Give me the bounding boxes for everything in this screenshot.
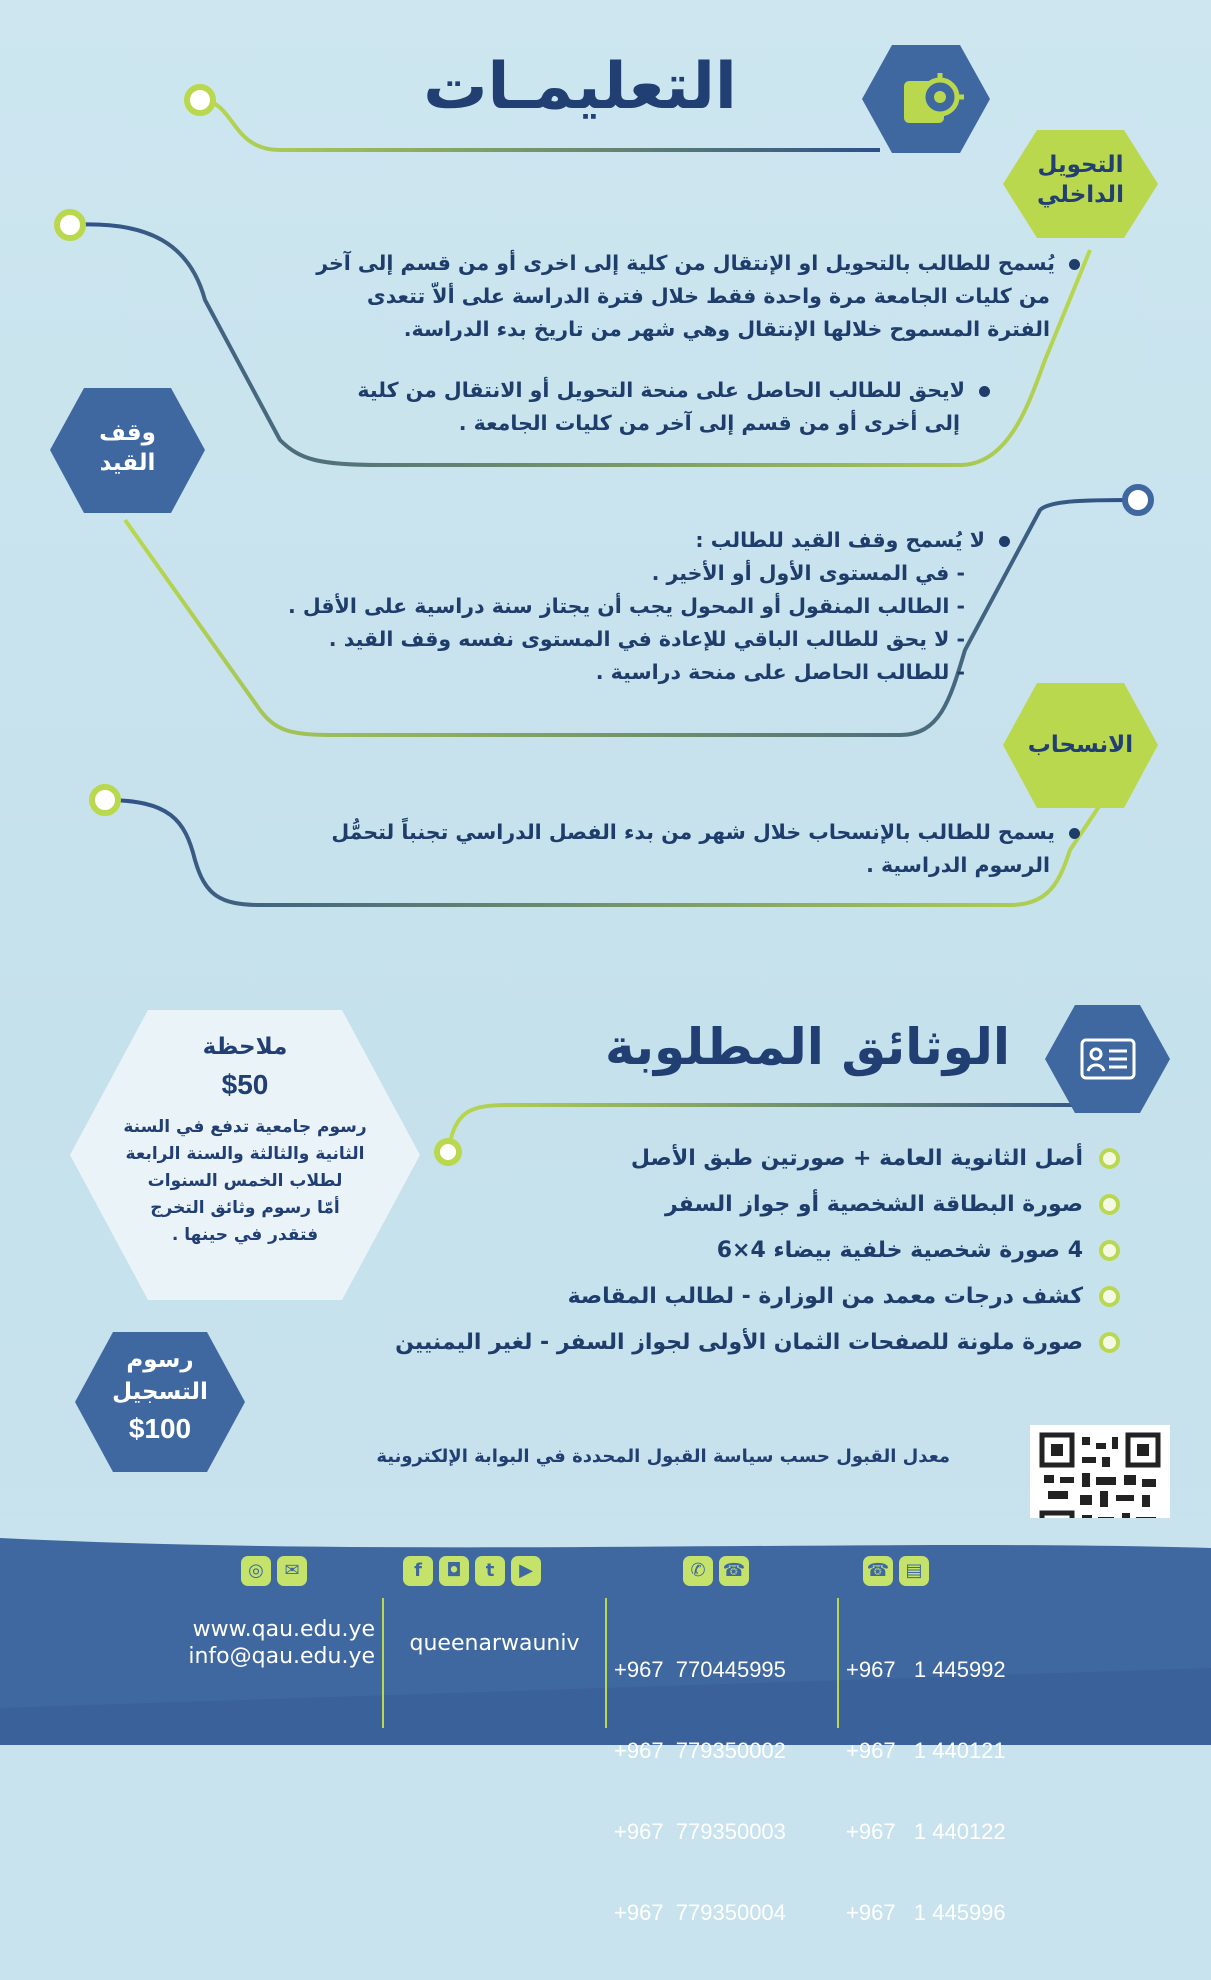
admission-note: معدل القبول حسب سياسة القبول المحددة في البوابة الإلكترونية	[376, 1446, 950, 1467]
note-amount: $50	[221, 1069, 269, 1100]
transfer-bullet-2	[300, 374, 990, 440]
note-line-3: لطلاب الخمس السنوات	[147, 1171, 343, 1191]
document-item: كشف درجات معمد من الوزارة - لطالب المقاصة	[300, 1273, 1120, 1319]
landline-number[interactable]: +967 1 445996	[846, 1900, 1006, 1925]
note-title: ملاحظة	[202, 1034, 288, 1060]
suspension-item-2: - الطالب المنقول أو المحول يجب أن يجتاز سنة دراسية على الأقل .	[287, 594, 965, 618]
transfer-bullet-1-line3: الفترة المسموح خلالها الإنتقال وهي شهر من تاريخ بدء الدراسة.	[403, 317, 1050, 341]
suspension-item-4: - للطالب الحاصل على منحة دراسية .	[595, 660, 965, 684]
document-item: صورة ملونة للصفحات الثمان الأولى لجواز السفر - لغير اليمنيين	[300, 1319, 1120, 1365]
note-line-2: الثانية والثالثة والسنة الرابعة	[125, 1144, 365, 1164]
document-item: صورة البطاقة الشخصية أو جواز السفر	[300, 1181, 1120, 1227]
document-item: أصل الثانوية العامة + صورتين طبق الأصل	[300, 1135, 1120, 1181]
landline-number[interactable]: +967 1 440121	[846, 1738, 1006, 1763]
twitter-icon[interactable]: t	[475, 1556, 505, 1586]
phone-icon: ☎	[863, 1556, 893, 1586]
suspension-item-1: - في المستوى الأول أو الأخير .	[651, 561, 965, 585]
suspension-list	[200, 524, 1010, 689]
mail-icon: ✉	[277, 1556, 307, 1586]
registration-line1: رسوم	[126, 1347, 194, 1373]
documents-list	[300, 1135, 1120, 1365]
suspension-badge	[50, 388, 205, 513]
transfer-bullet-1-line1: يُسمح للطالب بالتحويل او الإنتقال من كلية إلى اخرى أو من قسم إلى آخر	[316, 251, 1055, 275]
mobile-number[interactable]: +967 770445995	[614, 1657, 786, 1682]
registration-fee-badge	[75, 1332, 245, 1472]
facebook-icon[interactable]: f	[403, 1556, 433, 1586]
registration-amount: $100	[128, 1413, 192, 1444]
email-link[interactable]: info@qau.edu.ye	[188, 1644, 375, 1669]
mobile-number[interactable]: +967 779350004	[614, 1900, 786, 1925]
mobile-number[interactable]: +967 779350002	[614, 1738, 786, 1763]
youtube-icon[interactable]: ▶	[511, 1556, 541, 1586]
suspension-intro: لا يُسمح وقف القيد للطالب :	[695, 528, 985, 552]
whatsapp-icon: ✆	[683, 1556, 713, 1586]
landline-numbers	[846, 1602, 1066, 1980]
website-link[interactable]: www.qau.edu.ye	[192, 1617, 375, 1642]
id-card-icon	[1045, 1005, 1170, 1113]
withdrawal-line2: الرسوم الدراسية .	[866, 853, 1050, 877]
globe-icon: ◎	[241, 1556, 271, 1586]
document-item: 4 صورة شخصية خلفية بيضاء 4×6	[300, 1227, 1120, 1273]
transfer-bullet-2-line2: إلى أخرى أو من قسم إلى آخر من كليات الجامعة .	[458, 411, 960, 435]
footer	[0, 1518, 1211, 1925]
instructions-title: التعليمـات	[423, 50, 737, 124]
transfer-badge-line2: الداخلي	[1037, 182, 1124, 208]
gear-icon	[862, 45, 990, 153]
landline-number[interactable]: +967 1 445992	[846, 1657, 1006, 1682]
instagram-icon[interactable]: ◘	[439, 1556, 469, 1586]
landline-number[interactable]: +967 1 440122	[846, 1819, 1006, 1844]
transfer-bullet-1	[200, 247, 1080, 346]
landline-icons	[860, 1556, 932, 1586]
withdrawal-bullet	[230, 816, 1080, 882]
note-line-4: أمّا رسوم وثائق التخرج	[150, 1198, 340, 1218]
withdrawal-line1: يسمح للطالب بالإنسحاب خلال شهر من بدء الفصل الدراسي تجنباً لتحمُّل	[331, 820, 1055, 844]
mobile-number[interactable]: +967 779350003	[614, 1819, 786, 1844]
printer-icon: ▤	[899, 1556, 929, 1586]
transfer-bullet-1-line2: من كليات الجامعة مرة واحدة فقط خلال فترة الدراسة على ألاّ تتعدى	[366, 284, 1050, 308]
suspension-badge-line1: وقف	[99, 420, 156, 446]
suspension-item-3: - لا يحق للطالب الباقي للإعادة في المستوى نفسه وقف القيد .	[328, 627, 965, 651]
note-line-1: رسوم جامعية تدفع في السنة	[123, 1117, 367, 1137]
phone-icon: ☎	[719, 1556, 749, 1586]
mobile-icons	[680, 1556, 752, 1586]
withdrawal-badge-label: الانسحاب	[1027, 732, 1134, 758]
suspension-badge-line2: القيد	[99, 450, 156, 476]
transfer-bullet-2-line1: لايحق للطالب الحاصل على منحة التحويل أو الانتقال من كلية	[357, 378, 965, 402]
documents-title: الوثائق المطلوبة	[604, 1018, 1010, 1076]
note-line-5: فتقدر في حينها .	[171, 1225, 319, 1245]
social-handle[interactable]: queenarwauniv	[409, 1631, 580, 1656]
transfer-badge-line1: التحويل	[1037, 152, 1124, 178]
social-icons	[400, 1556, 544, 1586]
web-contacts	[160, 1616, 375, 1670]
registration-line2: التسجيل	[112, 1379, 208, 1405]
mobile-numbers	[614, 1602, 834, 1980]
transfer-badge	[1003, 130, 1158, 238]
withdrawal-badge	[1003, 683, 1158, 808]
web-contact-icons	[238, 1556, 310, 1586]
